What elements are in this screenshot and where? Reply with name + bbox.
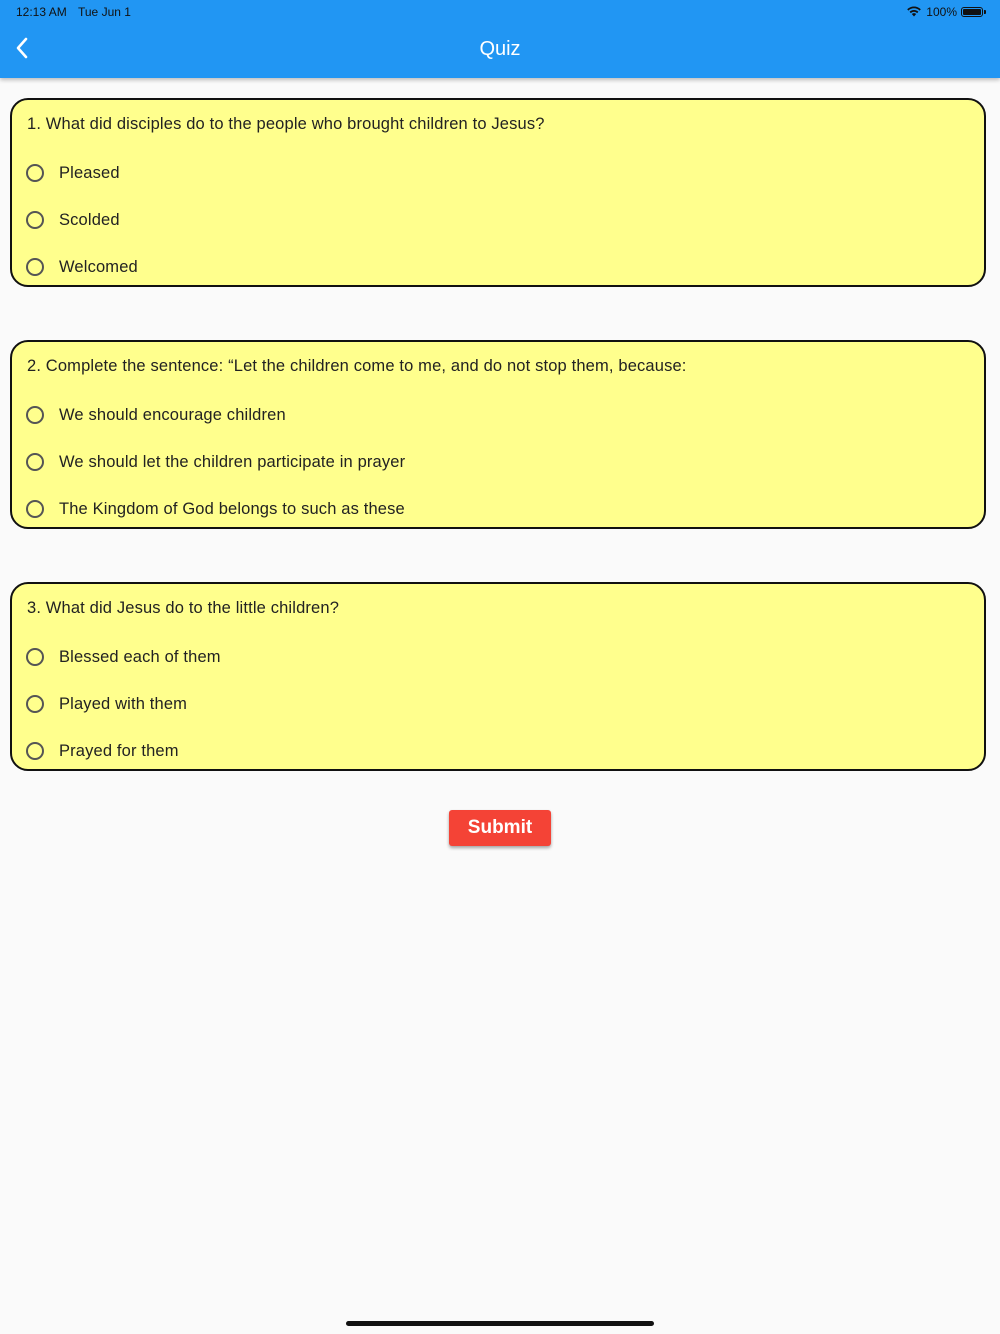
radio-unchecked-icon: [26, 406, 44, 424]
radio-unchecked-icon: [26, 211, 44, 229]
radio-unchecked-icon: [26, 258, 44, 276]
option-radio[interactable]: [26, 447, 405, 477]
radio-unchecked-icon: [26, 695, 44, 713]
option-label: Played with them: [59, 694, 188, 713]
option-label: Welcomed: [59, 257, 138, 276]
radio-unchecked-icon: [26, 453, 44, 471]
option-label: Prayed for them: [59, 741, 179, 760]
option-label: We should encourage children: [59, 405, 286, 424]
battery-icon: [961, 7, 983, 17]
option-radio[interactable]: [26, 252, 138, 282]
option-radio[interactable]: [26, 400, 286, 430]
option-radio[interactable]: [26, 205, 120, 235]
option-label: Scolded: [59, 210, 120, 229]
question-text: 3. What did Jesus do to the little children?: [27, 599, 340, 617]
wifi-icon: [906, 5, 922, 20]
option-radio[interactable]: [26, 689, 187, 719]
radio-unchecked-icon: [26, 648, 44, 666]
question-card-3: [10, 582, 986, 771]
question-text: 1. What did disciples do to the people who brought children to Jesus?: [27, 115, 545, 133]
option-radio[interactable]: [26, 158, 120, 188]
battery-cap: [984, 10, 986, 14]
option-radio[interactable]: [26, 494, 405, 524]
battery-percent: 100%: [926, 5, 957, 19]
question-text: 2. Complete the sentence: “Let the children come to me, and do not stop them, because:: [27, 357, 687, 375]
status-indicators: [906, 4, 986, 20]
option-label: We should let the children participate in prayer: [59, 452, 406, 471]
radio-unchecked-icon: [26, 742, 44, 760]
question-card-1: [10, 98, 986, 287]
option-label: Blessed each of them: [59, 647, 221, 666]
status-time: 12:13 AM: [16, 5, 67, 19]
home-indicator: [346, 1321, 654, 1326]
page-title: Quiz: [479, 38, 521, 60]
submit-button[interactable]: Submit: [449, 810, 551, 846]
question-card-2: [10, 340, 986, 529]
option-label: The Kingdom of God belongs to such as these: [59, 499, 405, 518]
radio-unchecked-icon: [26, 164, 44, 182]
status-date: Tue Jun 1: [78, 5, 131, 19]
option-radio[interactable]: [26, 736, 179, 766]
radio-unchecked-icon: [26, 500, 44, 518]
app-bar: [0, 0, 1000, 78]
option-radio[interactable]: [26, 642, 221, 672]
option-label: Pleased: [59, 163, 120, 182]
